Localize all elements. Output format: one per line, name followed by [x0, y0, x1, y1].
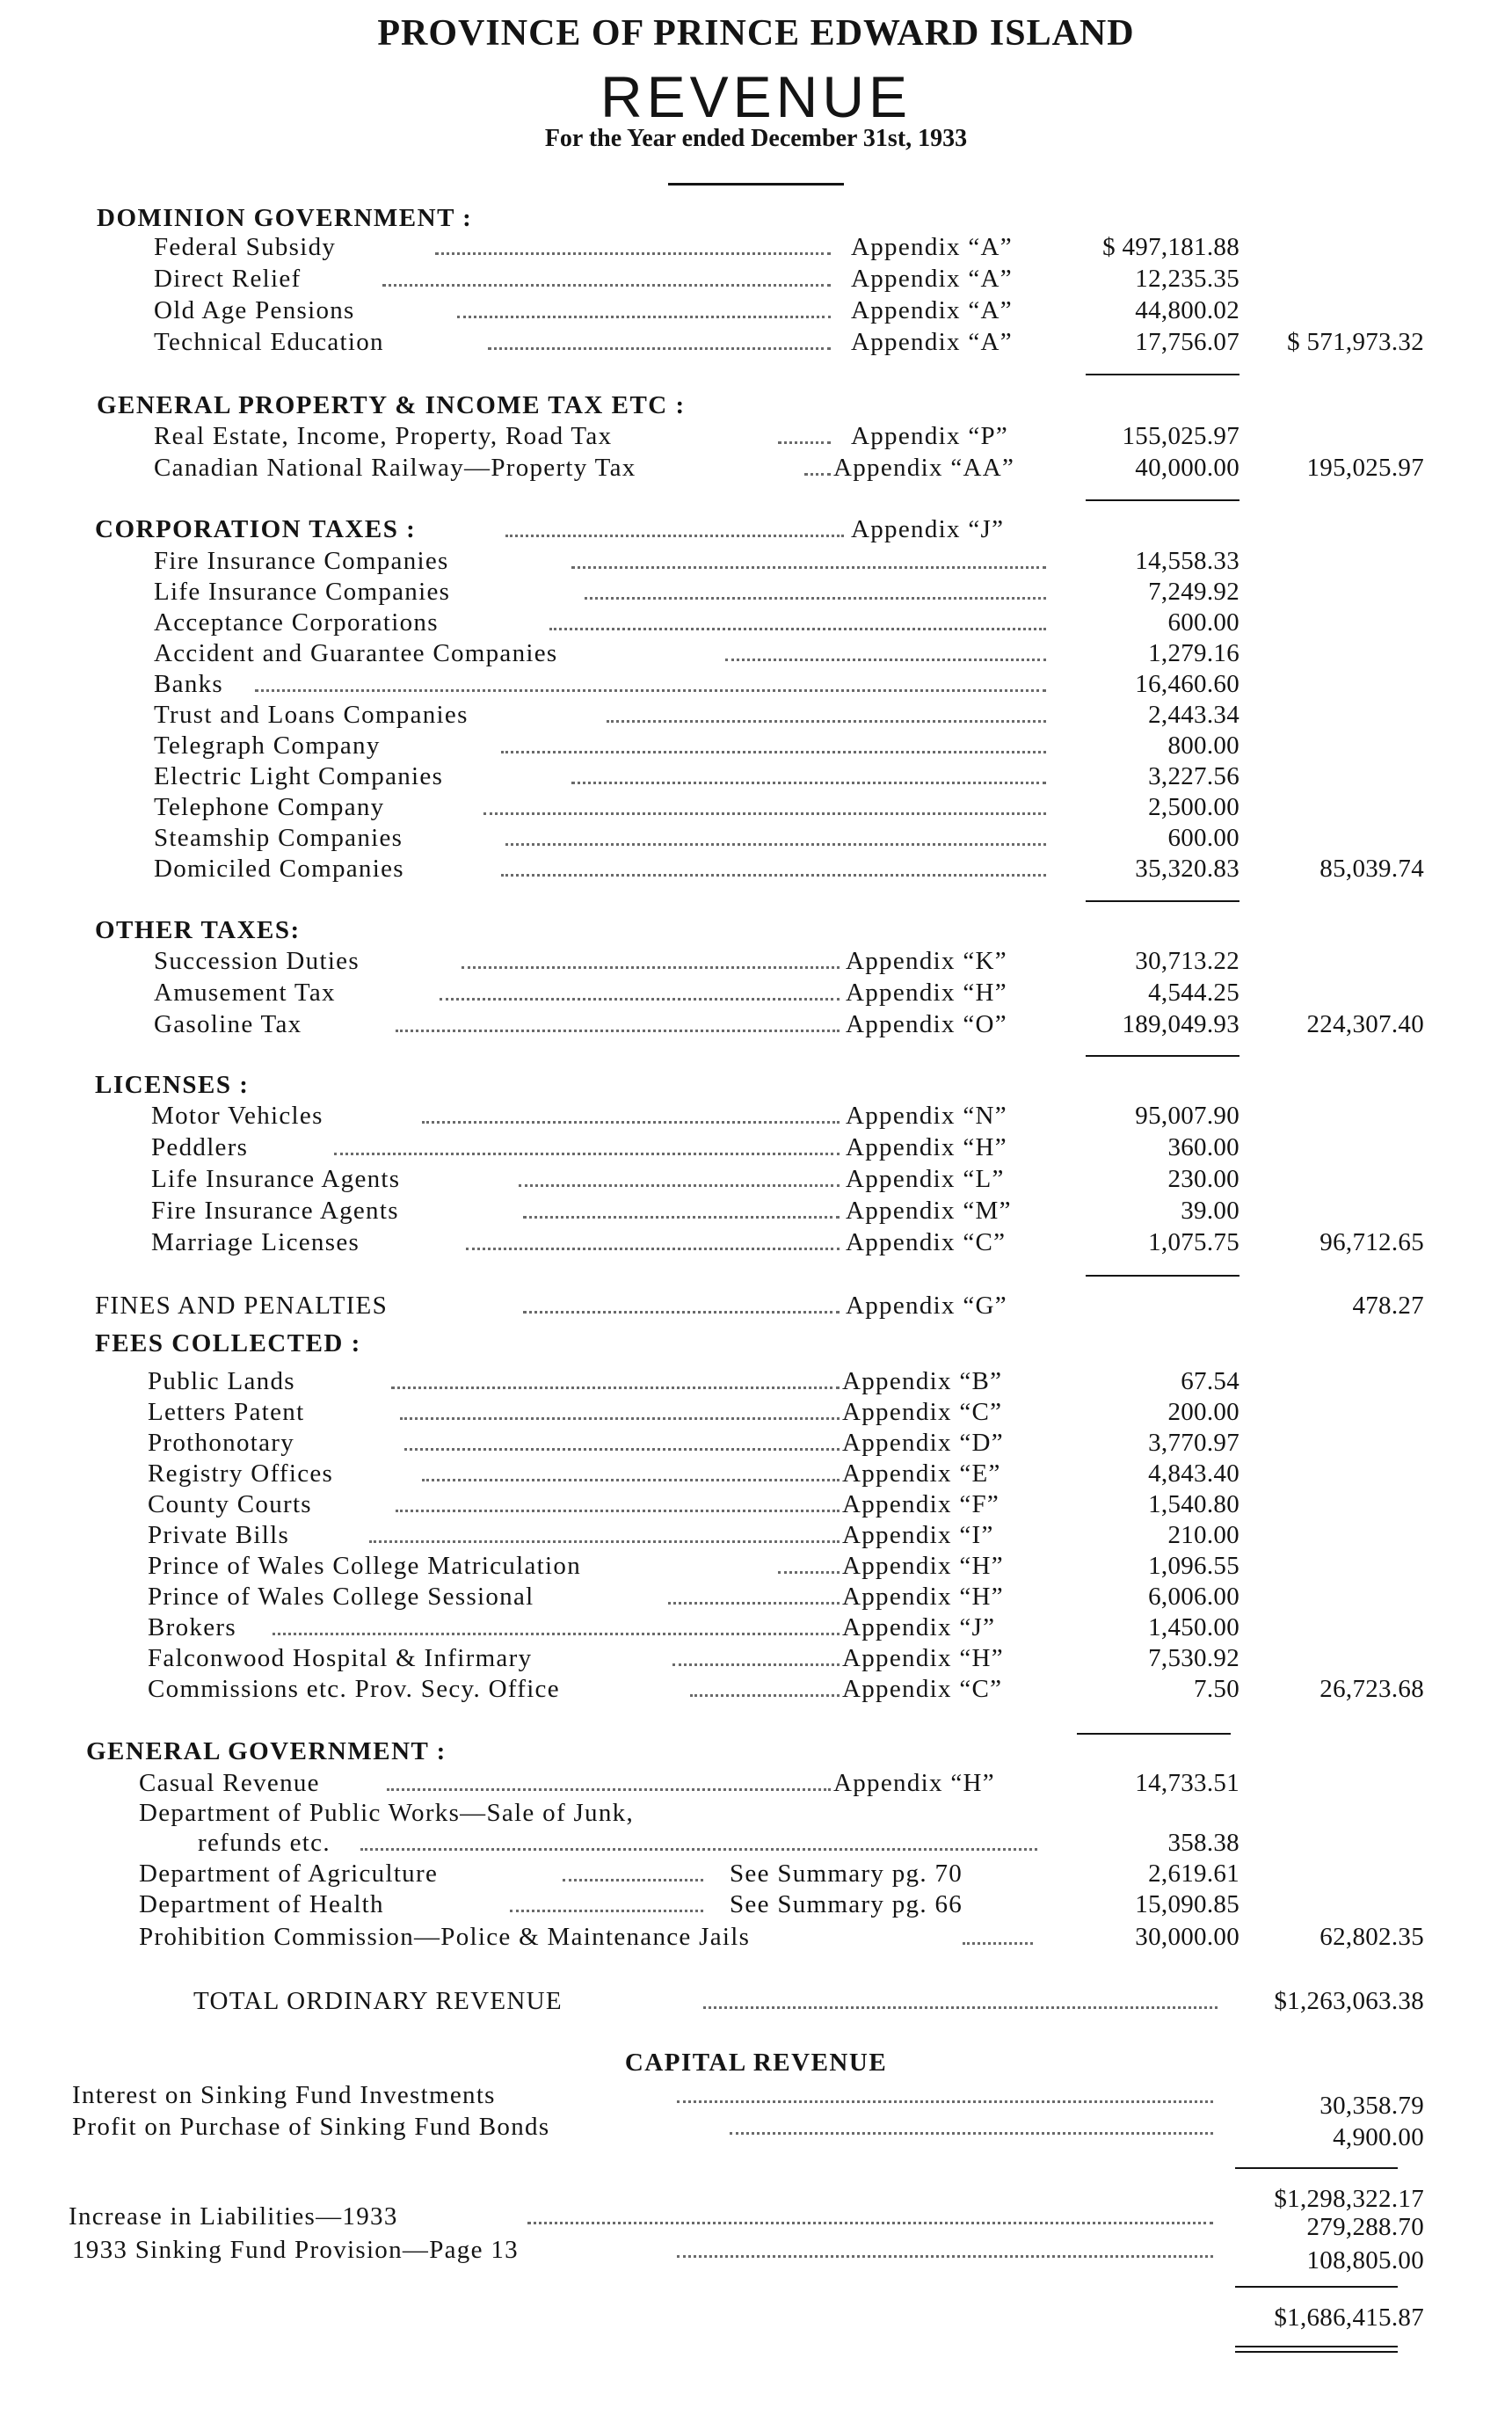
leader-dots — [488, 328, 831, 350]
total-ordinary-label: TOTAL ORDINARY REVENUE — [193, 1987, 563, 2015]
item-label: Acceptance Corporations — [154, 608, 439, 637]
leader-dots — [400, 1398, 840, 1420]
appendix-ref: Appendix “N” — [846, 1102, 1007, 1130]
item-amount: 16,460.60 — [1135, 670, 1239, 698]
line-item — [0, 422, 1512, 454]
leader-dots — [703, 1987, 1218, 2009]
line-item — [0, 1459, 1512, 1491]
leader-dots — [457, 296, 831, 318]
total-ordinary-amount: $1,263,063.38 — [1274, 1987, 1424, 2015]
item-label: 1933 Sinking Fund Provision—Page 13 — [72, 2236, 519, 2264]
item-amount: 95,007.90 — [1135, 1102, 1239, 1130]
leader-dots — [549, 608, 1046, 630]
item-label: Technical Education — [154, 328, 384, 356]
item-amount: 40,000.00 — [1135, 454, 1239, 482]
total-ordinary-row — [0, 1987, 1512, 2019]
leader-dots — [677, 2236, 1213, 2258]
item-amount: 1,096.55 — [1148, 1552, 1239, 1580]
line-item — [0, 1490, 1512, 1522]
section-appendix-row — [0, 515, 1512, 547]
line-item — [0, 824, 1512, 855]
section-heading-licenses: LICENSES : — [95, 1071, 250, 1099]
item-amount: 67.54 — [1181, 1367, 1239, 1395]
line-item — [0, 855, 1512, 886]
line-item — [0, 1583, 1512, 1614]
section-total: 478.27 — [1352, 1292, 1424, 1320]
item-label: Casual Revenue — [139, 1769, 320, 1797]
item-amount: 189,049.93 — [1122, 1010, 1239, 1038]
line-item — [0, 2202, 1512, 2241]
item-label: Banks — [154, 670, 223, 698]
line-item — [0, 2236, 1512, 2274]
section-heading-other-taxes: OTHER TAXES: — [95, 916, 301, 944]
item-amount: 12,235.35 — [1135, 265, 1239, 293]
leader-dots — [369, 1521, 840, 1543]
item-label: Old Age Pensions — [154, 296, 355, 324]
leader-dots — [440, 979, 840, 1001]
item-label: Telephone Company — [154, 793, 385, 821]
item-amount: 4,900.00 — [1333, 2123, 1424, 2151]
appendix-ref: Appendix “AA” — [833, 454, 1015, 482]
item-label: Department of Health — [139, 1890, 384, 1918]
item-label: Registry Offices — [148, 1459, 334, 1488]
province-heading: PROVINCE OF PRINCE EDWARD ISLAND — [377, 13, 1135, 54]
item-amount: 200.00 — [1167, 1398, 1239, 1426]
item-label: Telegraph Company — [154, 731, 381, 760]
sum-rule — [1235, 2167, 1398, 2169]
item-label: Electric Light Companies — [154, 762, 444, 790]
item-amount: 44,800.02 — [1135, 296, 1239, 324]
appendix-ref: See Summary pg. 66 — [730, 1890, 963, 1918]
item-label: Fire Insurance Agents — [151, 1197, 399, 1225]
leader-dots — [563, 1860, 703, 1881]
item-amount: 360.00 — [1167, 1133, 1239, 1161]
leader-dots — [523, 1292, 840, 1314]
item-amount: 4,843.40 — [1148, 1459, 1239, 1488]
item-label: Life Insurance Agents — [151, 1165, 401, 1193]
item-label: FINES AND PENALTIES — [95, 1292, 388, 1320]
subtotal-amount: $1,298,322.17 — [1274, 2185, 1424, 2213]
appendix-ref: See Summary pg. 70 — [730, 1860, 963, 1888]
item-amount: 39.00 — [1181, 1197, 1239, 1225]
section-total: $ 571,973.32 — [1287, 328, 1424, 356]
appendix-ref: Appendix “L” — [846, 1165, 1005, 1193]
line-item — [0, 578, 1512, 609]
line-item — [0, 947, 1512, 979]
item-label: refunds etc. — [198, 1829, 331, 1857]
item-label: County Courts — [148, 1490, 312, 1518]
line-item — [0, 454, 1512, 485]
item-label: Increase in Liabilities—1933 — [69, 2202, 398, 2231]
item-label: Brokers — [148, 1613, 236, 1641]
line-item — [0, 1165, 1512, 1197]
sum-rule — [1077, 1733, 1231, 1735]
appendix-ref: Appendix “H” — [842, 1552, 1004, 1580]
item-label: Commissions etc. Prov. Secy. Office — [148, 1675, 560, 1703]
item-label: Prince of Wales College Sessional — [148, 1583, 534, 1611]
item-amount: 358.38 — [1167, 1829, 1239, 1857]
item-label: Interest on Sinking Fund Investments — [72, 2081, 496, 2109]
item-label: Domiciled Companies — [154, 855, 404, 883]
item-amount: 1,450.00 — [1148, 1613, 1239, 1641]
line-item — [0, 233, 1512, 265]
leader-dots — [523, 1197, 840, 1219]
section-heading-fees-collected: FEES COLLECTED : — [95, 1329, 361, 1357]
item-amount: 600.00 — [1167, 824, 1239, 852]
appendix-ref: Appendix “P” — [851, 422, 1009, 450]
section-total: 85,039.74 — [1319, 855, 1424, 883]
line-item — [0, 265, 1512, 296]
item-amount: 2,500.00 — [1148, 793, 1239, 821]
leader-dots — [571, 547, 1046, 569]
item-amount: 279,288.70 — [1306, 2213, 1424, 2241]
capital-revenue-heading: CAPITAL REVENUE — [624, 2049, 888, 2077]
line-item — [0, 979, 1512, 1010]
leader-dots — [334, 1133, 840, 1155]
appendix-ref: Appendix “C” — [846, 1228, 1007, 1256]
line-item — [0, 731, 1512, 763]
line-item — [0, 1429, 1512, 1460]
leader-dots — [730, 2113, 1213, 2135]
item-amount: 1,540.80 — [1148, 1490, 1239, 1518]
grand-total-amount: $1,686,415.87 — [1274, 2303, 1424, 2332]
line-item — [0, 1228, 1512, 1260]
leader-dots — [668, 1583, 840, 1605]
line-item — [0, 701, 1512, 732]
item-amount: 14,558.33 — [1135, 547, 1239, 575]
line-item — [0, 1398, 1512, 1430]
item-amount: 2,443.34 — [1148, 701, 1239, 729]
item-amount: 230.00 — [1167, 1165, 1239, 1193]
appendix-ref: Appendix “H” — [846, 979, 1007, 1007]
leader-dots — [462, 947, 840, 969]
double-rule — [1235, 2346, 1398, 2347]
item-label: Department of Public Works—Sale of Junk, — [139, 1799, 634, 1827]
item-label: Life Insurance Companies — [154, 578, 451, 606]
sum-rule — [1086, 900, 1239, 902]
line-item — [0, 1675, 1512, 1707]
line-item — [0, 1890, 1512, 1922]
item-amount: 800.00 — [1167, 731, 1239, 760]
item-amount: 600.00 — [1167, 608, 1239, 637]
section-heading-general-government: GENERAL GOVERNMENT : — [86, 1737, 447, 1765]
leader-dots — [501, 731, 1046, 753]
leader-dots — [387, 1769, 831, 1791]
item-label: Letters Patent — [148, 1398, 305, 1426]
item-amount: $ 497,181.88 — [1102, 233, 1239, 261]
leader-dots — [677, 2081, 1213, 2103]
leader-dots — [360, 1829, 1037, 1851]
item-label: Marriage Licenses — [151, 1228, 360, 1256]
page-title: REVENUE — [600, 64, 912, 129]
item-amount: 35,320.83 — [1135, 855, 1239, 883]
item-amount: 6,006.00 — [1148, 1583, 1239, 1611]
appendix-ref: Appendix “A” — [851, 296, 1013, 324]
line-item — [0, 328, 1512, 360]
leader-dots — [382, 265, 831, 287]
sum-rule — [1086, 1055, 1239, 1057]
item-amount: 30,000.00 — [1135, 1923, 1239, 1951]
item-amount: 14,733.51 — [1135, 1769, 1239, 1797]
item-amount: 4,544.25 — [1148, 979, 1239, 1007]
item-amount: 17,756.07 — [1135, 328, 1239, 356]
section-heading-general-property: GENERAL PROPERTY & INCOME TAX ETC : — [97, 391, 686, 419]
appendix-ref: Appendix “M” — [846, 1197, 1012, 1225]
item-label: Trust and Loans Companies — [154, 701, 469, 729]
section-total: 26,723.68 — [1319, 1675, 1424, 1703]
line-item — [0, 1552, 1512, 1583]
line-item — [0, 1860, 1512, 1891]
leader-dots — [466, 1228, 840, 1250]
appendix-ref: Appendix “I” — [842, 1521, 994, 1549]
section-total: 195,025.97 — [1306, 454, 1424, 482]
item-label: Profit on Purchase of Sinking Fund Bonds — [72, 2113, 550, 2141]
leader-dots — [519, 1165, 840, 1187]
item-label: Fire Insurance Companies — [154, 547, 449, 575]
appendix-ref: Appendix “J” — [842, 1613, 996, 1641]
item-amount: 3,770.97 — [1148, 1429, 1239, 1457]
appendix-ref: Appendix “C” — [842, 1398, 1003, 1426]
leader-dots — [483, 793, 1046, 815]
leader-dots — [571, 762, 1046, 784]
item-amount: 15,090.85 — [1135, 1890, 1239, 1918]
item-amount: 30,358.79 — [1319, 2092, 1424, 2120]
leader-dots — [778, 422, 831, 444]
item-amount: 7.50 — [1194, 1675, 1239, 1703]
appendix-ref: Appendix “J” — [851, 515, 1005, 543]
line-item — [0, 762, 1512, 794]
appendix-ref: Appendix “K” — [846, 947, 1007, 975]
item-amount: 30,713.22 — [1135, 947, 1239, 975]
line-item — [0, 1923, 1512, 1954]
leader-dots — [255, 670, 1046, 692]
section-total: 62,802.35 — [1319, 1923, 1424, 1951]
leader-dots — [435, 233, 831, 255]
line-item — [0, 793, 1512, 825]
line-item — [0, 296, 1512, 328]
leader-dots — [672, 1644, 840, 1666]
leader-dots — [396, 1490, 840, 1512]
appendix-ref: Appendix “G” — [846, 1292, 1007, 1320]
grand-total-row — [0, 2303, 1512, 2335]
leader-dots — [963, 1923, 1033, 1945]
item-amount: 7,249.92 — [1148, 578, 1239, 606]
item-label: Succession Duties — [154, 947, 360, 975]
item-amount: 2,619.61 — [1148, 1860, 1239, 1888]
line-item — [0, 547, 1512, 579]
section-total: 224,307.40 — [1306, 1010, 1424, 1038]
item-label: Motor Vehicles — [151, 1102, 323, 1130]
item-amount: 155,025.97 — [1122, 422, 1239, 450]
item-label: Peddlers — [151, 1133, 249, 1161]
item-label: Accident and Guarantee Companies — [154, 639, 558, 667]
appendix-ref: Appendix “B” — [842, 1367, 1003, 1395]
appendix-ref: Appendix “F” — [842, 1490, 1000, 1518]
leader-dots — [422, 1459, 840, 1481]
item-label: Steamship Companies — [154, 824, 403, 852]
sum-rule — [1086, 374, 1239, 375]
line-item — [0, 670, 1512, 702]
item-amount: 3,227.56 — [1148, 762, 1239, 790]
sum-rule — [1086, 499, 1239, 501]
appendix-ref: Appendix “D” — [842, 1429, 1004, 1457]
line-item — [0, 2113, 1512, 2151]
double-rule — [1235, 2351, 1398, 2353]
leader-dots — [505, 824, 1046, 846]
line-item — [0, 1367, 1512, 1399]
item-amount: 210.00 — [1167, 1521, 1239, 1549]
line-item — [0, 1829, 1512, 1860]
item-label: Private Bills — [148, 1521, 290, 1549]
item-label: Direct Relief — [154, 265, 302, 293]
leader-dots — [527, 2202, 1213, 2224]
line-item — [0, 1644, 1512, 1676]
item-label: Prince of Wales College Matriculation — [148, 1552, 581, 1580]
item-label: Amusement Tax — [154, 979, 336, 1007]
item-label: Real Estate, Income, Property, Road Tax — [154, 422, 613, 450]
appendix-ref: Appendix “H” — [833, 1769, 995, 1797]
line-item — [0, 1010, 1512, 1042]
leader-dots — [804, 454, 831, 476]
section-heading-dominion: DOMINION GOVERNMENT : — [97, 204, 473, 232]
appendix-ref: Appendix “A” — [851, 233, 1013, 261]
leader-dots — [585, 578, 1046, 600]
appendix-ref: Appendix “H” — [842, 1583, 1004, 1611]
line-item — [0, 1613, 1512, 1645]
appendix-ref: Appendix “O” — [846, 1010, 1007, 1038]
appendix-ref: Appendix “A” — [851, 328, 1013, 356]
line-item — [0, 1102, 1512, 1133]
item-label: Canadian National Railway—Property Tax — [154, 454, 636, 482]
appendix-ref: Appendix “H” — [846, 1133, 1007, 1161]
item-label: Gasoline Tax — [154, 1010, 302, 1038]
leader-dots — [607, 701, 1046, 723]
section-total: 96,712.65 — [1319, 1228, 1424, 1256]
item-amount: 108,805.00 — [1306, 2246, 1424, 2274]
line-item-fines — [0, 1292, 1512, 1323]
item-label: Federal Subsidy — [154, 233, 337, 261]
leader-dots — [501, 855, 1046, 877]
page-subtitle: For the Year ended December 31st, 1933 — [544, 125, 968, 152]
line-item — [0, 1197, 1512, 1228]
leader-dots — [690, 1675, 840, 1697]
item-label: Public Lands — [148, 1367, 295, 1395]
appendix-ref: Appendix “C” — [842, 1675, 1003, 1703]
leader-dots — [778, 1552, 840, 1574]
leader-dots — [505, 515, 844, 537]
line-item — [0, 639, 1512, 671]
leader-dots — [725, 639, 1046, 661]
sum-rule — [1086, 1275, 1239, 1277]
leader-dots — [422, 1102, 840, 1124]
item-amount: 1,279.16 — [1148, 639, 1239, 667]
appendix-ref: Appendix “H” — [842, 1644, 1004, 1672]
leader-dots — [273, 1613, 840, 1635]
line-item — [0, 2081, 1512, 2120]
line-item — [0, 1799, 1512, 1830]
item-amount: 1,075.75 — [1148, 1228, 1239, 1256]
item-label: Falconwood Hospital & Infirmary — [148, 1644, 533, 1672]
sum-rule — [1235, 2286, 1398, 2288]
item-label: Prothonotary — [148, 1429, 295, 1457]
appendix-ref: Appendix “E” — [842, 1459, 1001, 1488]
line-item — [0, 608, 1512, 640]
section-heading-corporation-taxes: CORPORATION TAXES : — [95, 515, 417, 543]
item-amount: 7,530.92 — [1148, 1644, 1239, 1672]
title-rule — [668, 183, 844, 186]
leader-dots — [404, 1429, 840, 1451]
item-label: Prohibition Commission—Police & Maintenance Jails — [139, 1923, 751, 1951]
appendix-ref: Appendix “A” — [851, 265, 1013, 293]
leader-dots — [510, 1890, 703, 1912]
line-item — [0, 1133, 1512, 1165]
leader-dots — [391, 1367, 840, 1389]
leader-dots — [396, 1010, 840, 1032]
line-item — [0, 1769, 1512, 1801]
line-item — [0, 1521, 1512, 1553]
item-label: Department of Agriculture — [139, 1860, 439, 1888]
